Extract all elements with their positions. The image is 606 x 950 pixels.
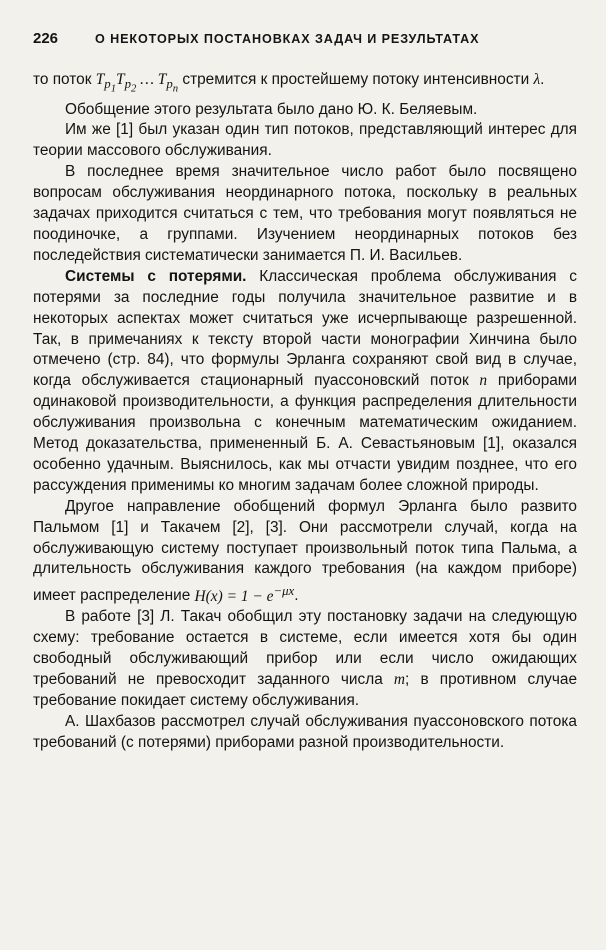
paragraph-6: Другое направление обобщений формул Эрланга было развито Пальмом [1] и Такачем [2], [3]. Они рассмотрели случай, когда на обслуживающую систему поступает произвольный поток типа Пальма, а длительность обслуживания каждого требования (на каждом приборе) имеет распределение $H(x) = 1 - e^{-\mu x}$. <box>33 497 577 605</box>
paragraph-3: Им же [1] был указан один тип потоков, представляющий интерес для теории массового обслуживания. <box>33 121 577 160</box>
paragraph-8: А. Шахбазов рассмотрел случай обслуживания пуассоновского потока требований (с потерями) приборами разной производительности. <box>33 712 577 751</box>
paragraph-5: Системы с потерями. Классическая проблема обслуживания с потерями за последние годы получила значительное развитие и в некоторых аспектах может считаться уже исчерпывающе разрешенной. Так, в примечаниях к тексту второй части монографии Хинчина было отмечено (стр. 84), что формулы Эрланга сохраняют свой вид в случае, когда обслуживается стационарный пуассоновский поток n приборами одинаковой производительности, а функция распределения длительности обслуживания произвольна с конечным математическим ожиданием. Метод доказательства, примененный Б. А. Севастьяновым [1], оказался особенно удачным. Выяснилось, как мы отчасти увидим позднее, что его рассуждения применимы ко многим задачам более сложной природы. <box>33 267 577 494</box>
paragraph-7: В работе [3] Л. Такач обобщил эту постановку задачи на следующую схему: требование остается в системе, если имеется хотя бы один свободный обслуживающий прибор или если число ожидающих требований не превосходит заданного числа m; в противном случае требование покидает систему обслуживания. <box>33 608 578 710</box>
running-header <box>33 30 573 54</box>
paragraph-2: Обобщение этого результата было дано Ю. К. Беляевым. <box>65 100 478 118</box>
running-title: О НЕКОТОРЫХ ПОСТАНОВКАХ ЗАДАЧ И РЕЗУЛЬТАТАХ <box>95 32 480 46</box>
page-body <box>33 70 577 754</box>
section-heading: Системы с потерями. <box>65 267 247 285</box>
page-number: 226 <box>33 30 59 47</box>
paragraph-1: то поток $T_{p_1}T_{p_2}$ … $T_{p_n}$ стремится к простейшему потоку интенсивности λ. <box>33 71 545 95</box>
formula-flow-product: $T_{p_1}T_{p_2}$ … $T_{p_n}$ <box>95 71 179 95</box>
lambda-symbol: λ <box>533 71 541 88</box>
paragraph-4: В последнее время значительное число работ было посвящено вопросам обслуживания неординарного потока, поскольку в реальных задачах приходится считаться с тем, что требования могут появляться не поодиночке, а группами. Изучением неординарных потоков без последействия систематически занимается П. И. Васильев. <box>33 163 577 264</box>
formula-distribution: $H(x) = 1 - e^{-\mu x}$ <box>194 583 295 605</box>
